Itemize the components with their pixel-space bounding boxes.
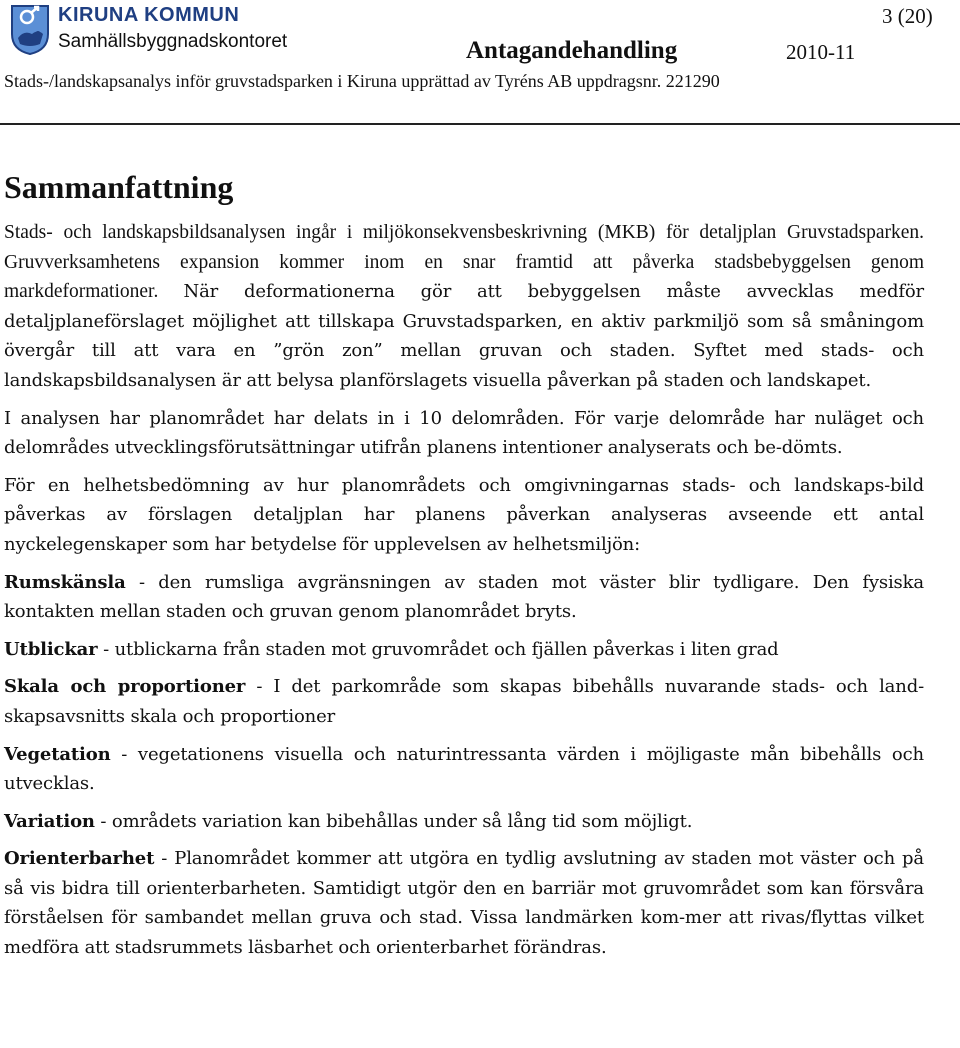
header-divider	[0, 123, 960, 125]
key-property-variation	[4, 807, 924, 837]
key-property-text: - vegetationens visuella och naturintressanta värden i möjligaste mån bibehålls och utvecklas.	[4, 743, 924, 795]
key-property-orienterbarhet	[4, 844, 924, 962]
key-property-vegetation	[4, 740, 924, 799]
document-subheader: Stads-/landskapsanalys inför gruvstadsparken i Kiruna upprättad av Tyréns AB uppdragsnr. 221290	[4, 71, 720, 91]
key-property-text: - utblickarna från staden mot gruvområdet och fjällen påverkas i liten grad	[97, 638, 779, 660]
organization-name: KIRUNA KOMMUN	[58, 4, 240, 26]
section-title: Sammanfattning	[4, 169, 234, 205]
key-property-text: - den rumsliga avgränsningen av staden mot väster blir tydligare. Den fysiska kontakten mellan staden och gruvan genom planområdet bryts.	[4, 571, 924, 623]
intro-text-a: Stads- och landskapsbildsanalysen ingår i miljökonsekvensbeskrivning (MKB) för detaljplan Gruvstadsparken. Gruvverksamhetens expansion kommer inom en snar framtid att påverka stadsbebyggelsen genom markdeformationer.	[4, 222, 924, 303]
summary-paragraph-intro	[4, 218, 924, 396]
summary-paragraph-assessment: För en helhetsbedömning av hur planområdets och omgivningarnas stads- och landskaps-bild påverkas av förslagen detaljplan har planens påverkan analyseras avseende ett antal nyckelegenskaper som har betydelse för upplevelsen av helhetsmiljön:	[4, 474, 924, 555]
page-header	[0, 0, 960, 128]
key-property-term: Rumskänsla	[4, 571, 126, 593]
key-property-skala	[4, 672, 924, 731]
key-property-term: Vegetation	[4, 743, 111, 765]
summary-section	[4, 165, 924, 971]
key-property-term: Skala och proportioner	[4, 676, 246, 698]
key-property-text: - Planområdet kommer att utgöra en tydlig avslutning av staden mot väster och på så vis bidra till orienterbarheten. Samtidigt utgör den en barriär mot gruvområdet som kan försvåra förståelsen för sambandet mellan gruva och stad. Vissa landmärken kom-mer att rivas/flyttas vilket medföra att stadsrummets läsbarhet och orienterbarhet förändras.	[4, 848, 924, 959]
document-status: Antagandehandling	[466, 37, 678, 64]
kiruna-coat-of-arms-icon	[10, 4, 50, 56]
office-name: Samhällsbyggnadskontoret	[58, 31, 288, 52]
key-property-term: Utblickar	[4, 638, 98, 660]
document-date: 2010-11	[786, 40, 856, 64]
key-property-text: - I det parkområde som skapas bibehålls nuvarande stads- och land-skapsavsnitts skala och proportioner	[4, 676, 925, 727]
summary-paragraph-subareas: I analysen har planområdet har delats in i 10 delområden. För varje delområde har nuläget och delområdes utvecklingsförutsättningar utifrån planens intentioner analyserats och be-dömts.	[4, 407, 924, 459]
key-property-term: Orienterbarhet	[4, 848, 155, 870]
key-property-rumskansla	[4, 568, 924, 627]
key-property-text: - områdets variation kan bibehållas under så lång tid som möjligt.	[94, 810, 693, 832]
key-property-term: Variation	[4, 810, 95, 832]
key-property-utblickar	[4, 635, 924, 665]
page-number: 3 (20)	[882, 4, 933, 28]
intro-text-b: När deformationerna gör att bebyggelsen måste avvecklas medför detaljplaneförslaget möjlighet att tillskapa Gruvstadsparken, en aktiv parkmiljö som så småningom övergår till att vara en ”grön zon” mellan gruvan och staden. Syftet med stads- och landskapsbildsanalysen är att belysa planförslagets visuella påverkan på staden och landskapet.	[4, 281, 924, 391]
